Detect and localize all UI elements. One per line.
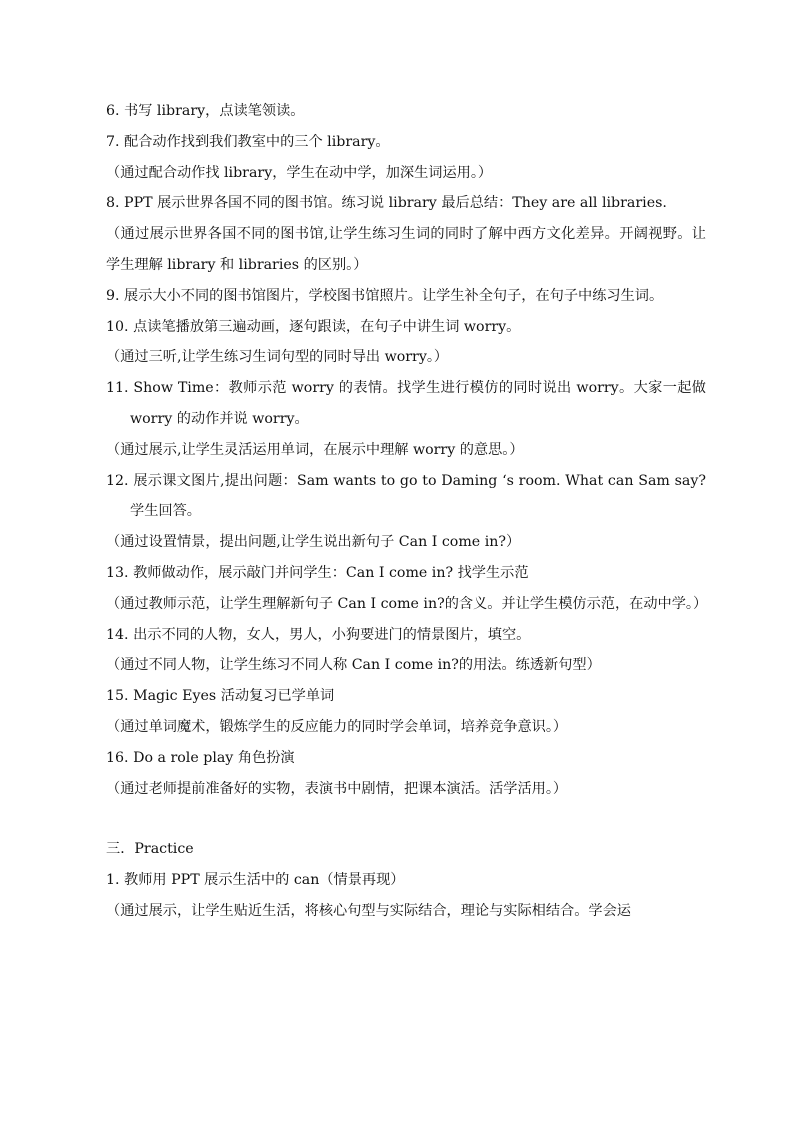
note-7: （通过配合动作找 library，学生在动中学，加深生词运用。） bbox=[106, 164, 493, 181]
step-13: 13. 教师做动作，展示敲门并问学生：Can I come in? 找学生示范 bbox=[106, 564, 529, 581]
practice-note-1: （通过展示，让学生贴近生活，将核心句型与实际结合，理论与实际相结合。学会运 bbox=[106, 902, 631, 919]
section-gap bbox=[106, 804, 706, 834]
note-11: （通过展示,让学生灵活运用单词，在展示中理解 worry 的意思。） bbox=[106, 441, 524, 458]
practice-step-1: 1. 教师用 PPT 展示生活中的 can（情景再现） bbox=[106, 872, 405, 889]
step-16: 16. Do a role play 角色扮演 bbox=[106, 749, 295, 766]
note-16: （通过老师提前准备好的实物，表演书中剧情，把课本演活。活学活用。） bbox=[106, 780, 568, 797]
document-page bbox=[106, 96, 706, 927]
note-14: （通过不同人物，让学生练习不同人称 Can I come in?的用法。练透新句型） bbox=[106, 657, 601, 674]
note-10: （通过三听,让学生练习生词句型的同时导出 worry。） bbox=[106, 349, 449, 366]
section-heading-practice: 三．Practice bbox=[106, 841, 194, 858]
step-7: 7. 配合动作找到我们教室中的三个 library。 bbox=[106, 133, 390, 150]
step-8: 8. PPT 展示世界各国不同的图书馆。练习说 library 最后总结：They are all libraries. bbox=[106, 195, 667, 212]
step-14: 14. 出示不同的人物，女人，男人，小狗要进门的情景图片，填空。 bbox=[106, 626, 531, 643]
step-6: 6. 书写 library，点读笔领读。 bbox=[106, 103, 305, 119]
step-10: 10. 点读笔播放第三遍动画，逐句跟读，在句子中讲生词 worry。 bbox=[106, 318, 521, 335]
note-13: （通过教师示范，让学生理解新句子 Can I come in?的含义。并让学生模仿示范，在动中学。） bbox=[106, 595, 708, 612]
step-12: 12. 展示课文图片,提出问题：Sam wants to go to Daming ‘s room. What can Sam say? 学生回答。 bbox=[106, 472, 706, 520]
note-15: （通过单词魔术，锻炼学生的反应能力的同时学会单词，培养竞争意识。） bbox=[106, 718, 568, 735]
note-12: （通过设置情景，提出问题,让学生说出新句子 Can I come in?） bbox=[106, 534, 521, 551]
step-9: 9. 展示大小不同的图书馆图片，学校图书馆照片。让学生补全句子，在句子中练习生词。 bbox=[106, 287, 664, 304]
step-11: 11. Show Time：教师示范 worry 的表情。找学生进行模仿的同时说出 worry。大家一起做 worry 的动作并说 worry。 bbox=[106, 380, 706, 427]
step-15: 15. Magic Eyes 活动复习已学单词 bbox=[106, 688, 335, 705]
note-8: （通过展示世界各国不同的图书馆,让学生练习生词的同时了解中西方文化差异。开阔视野。让学生理解 library 和 libraries 的区别。） bbox=[106, 226, 706, 273]
